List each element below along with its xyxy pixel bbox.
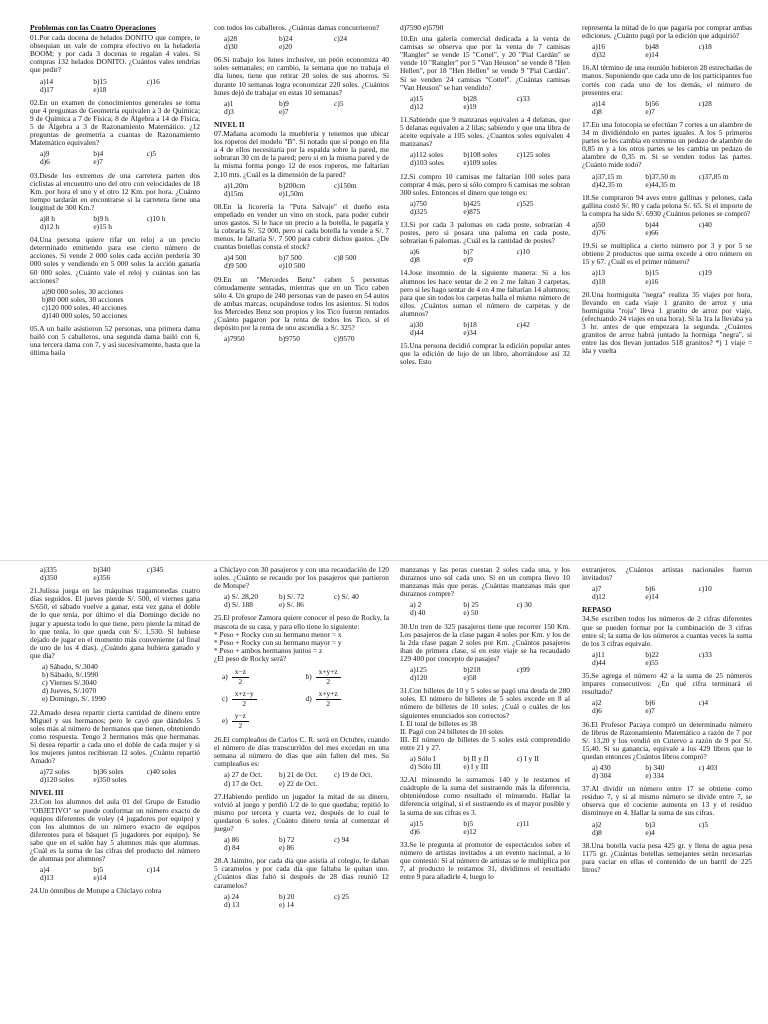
answer-option: c)16 — [146, 76, 160, 86]
problem-text: 03.Desde los extremos de una carretera parten dos ciclistas al encuentro uno del otro con velocidades de 18 Km. por hora el uno y el otro 12 Km. por hora. ¿Cuánto tiempo tardarán en encontrarse si la carretera tiene una longitud de 300 Km.? — [30, 170, 200, 212]
fraction — [316, 668, 341, 685]
answer-option: d)13 — [40, 873, 54, 883]
problem-text: 22.Amado desea repartir cierta cantidad de dinero entre Miguel y sus hermanos; pero le cayó que dándoles 5 soles más al número de hermanos que tienen, obteniendo como respuesta. Tengo 2 hermanos más que hermanas. Si desea repartir a cada uno el doble de cada mujer y si los mujeres juntos recibieran 12 soles. ¿Cuánto repartió Amado? — [30, 707, 200, 766]
answer-option: b)80 000 soles, 30 acciones — [42, 294, 124, 304]
answer-option: d)12 — [410, 101, 424, 111]
fraction-option — [222, 710, 306, 732]
answer-option: a)7950 — [224, 334, 245, 344]
answer-option: d) Jueves, S/.1070 — [42, 686, 97, 696]
answer-option: b)56 — [645, 98, 659, 108]
answer-options — [214, 771, 389, 787]
answer-option: c) 403 — [698, 762, 718, 772]
answer-option: c) 30 — [516, 600, 532, 610]
column-1-top — [30, 24, 200, 360]
denominator: 2 — [238, 676, 243, 686]
fraction — [232, 668, 249, 685]
answer-option: d)6 — [40, 157, 50, 167]
answer-option: a)14 — [40, 76, 54, 86]
problem-text: d)7590 e)5790 — [400, 23, 444, 32]
answer-option: c)125 soles — [516, 150, 551, 160]
answer-option: a) Sábado, S/.3040 — [42, 662, 98, 672]
answer-option: c)14 — [146, 865, 160, 875]
problem-text: 05.A un baile asistieron 52 personas, una primera dama bailó con 5 caballeros, una segunda dama bailó con 6, una tercera dama con 7, y así sucesivamente, hasta que la última baila — [30, 324, 200, 358]
answer-option: b)28 — [463, 93, 477, 103]
problem-text: 27.Habiendo perdido un jugador la mitad de su dinero, volvió al juego y perdió 1/2 de lo que quedaba; repitió lo mismo por tercera y cuarta vez, después de lo cual le quedaron 6 soles. ¿Cuánto dinero tenía al comenzar el juego? — [214, 791, 389, 833]
problem-text: 08.En la licorería la "Pura Salvaje" el dueño esta empeñado en vender un vino en stock, para poder cubrir unos gastos. Si le hace un precio a la botella, le pagaría y la cobraría S/. 52 000, pero si cada botella la vende a S/. 7 menos, le faltaría S/. 7 500 para cubrir dichos gastos. ¿De cuantas botellas consta el stock? — [214, 201, 389, 252]
answer-option: e) 334 — [645, 771, 665, 781]
answer-option: e)34 — [463, 328, 477, 338]
answer-option: d)6 — [410, 826, 420, 836]
answer-option: e)66 — [645, 228, 659, 238]
numerator: x+z−y — [232, 690, 257, 699]
answer-option: e) 86 — [279, 843, 294, 853]
answer-option: b)24 — [279, 34, 293, 44]
answer-option: e)7 — [93, 157, 103, 167]
answer-options — [30, 663, 200, 703]
numerator: x−z — [232, 668, 249, 677]
answer-option: a)11 — [592, 649, 605, 659]
answer-option: c) 25 — [334, 891, 349, 901]
answer-option: e)19 — [463, 101, 477, 111]
answer-options — [30, 768, 200, 784]
answer-option: b) 21 de Oct. — [279, 770, 318, 780]
answer-option: d)44 — [410, 328, 424, 338]
answer-option: a) 24 — [224, 891, 239, 901]
problem-text: 11.Sabiendo que 9 manzanas equivalen a 4 delanas, que 5 delanas equivalen a 2 lilas; sabiendo y que una libra de aceite equivale a 105 soles. ¿Cuantos soles equivalen 4 manzanas? — [400, 114, 570, 149]
answer-options — [400, 666, 570, 682]
answer-option: e)350 soles — [93, 775, 127, 785]
answer-option: c)33 — [698, 649, 712, 659]
answer-option: d)103 soles — [410, 158, 444, 168]
problem-text: 01.Por cada docena de helados DONITO que compre, te obsequian un vale de compra efectivo en la heladería BOOM; y por cada 3 docenas te regalan 4 vales. Si compras 132 helados DONITO. ¿Cuántos vales tendrías que pedir? — [30, 33, 200, 75]
problem-text: 34.Se escriben todos los números de 2 cifras diferentes que se pueden formar por la combinación de 3 cifras entre sí; la suma de los números a cuantas veces la suma de los 3 cifras equivale. — [582, 614, 752, 648]
column-1-bottom — [30, 566, 200, 898]
problem-text: 24.Un ómnibus de Motupe a Chiclayo cobra — [30, 886, 162, 896]
answer-options — [214, 836, 389, 852]
answer-option: a)1,20m — [224, 180, 249, 190]
answer-option: c)18 — [698, 42, 712, 52]
answer-option: b)36 soles — [93, 767, 124, 777]
answer-option: d)8 — [592, 106, 602, 116]
answer-option: e)356 — [93, 573, 111, 583]
problem-text: 14.Jose insomnio de la siguiente manera: Si a los alumnos les hace sentar de 2 en 2 me faltan 3 carpetas, pero si les hago sentar de 4 en 4 me faltarían 14 alumnos; para que sin todos los carpetas halla el mismo número de ellos. ¿Cuántos suman el número de carpetas y de alumnos? — [400, 268, 570, 318]
problem-text: 17.En una fotocopia se efectúan 7 cortes a un alambre de 34 m dividiéndolo en partes iguales. A los 5 primeros partes se les cambia en extremo un pedazo de alambre de 0,85 m y a los otros partes se les cambia un pedazo de alambre de 0,35 m. Si se venden todos las partes. ¿Cuánto mide todo? — [582, 119, 752, 170]
problem-text: 21.Julissa juega en las máquinas tragamonedas cuatro días seguidos. El jueves pierde S/. 500, el viernes gana S/650, el sábado vuelve a ganar, esta vez gana el doble de lo que tenía, por último el día Domingo decide no jugar y apuesta todo lo que tiene, pero pierde la mitad de lo que tenía, lo que queda con S/. 1,530. Si hubiese dejado de jugar en el momento más conveniente (al final de uno de los 4 días). ¿Cuándo gana hubiera ganado y que día? — [30, 586, 200, 660]
answer-options — [214, 100, 389, 116]
answer-option: d)120 soles — [40, 775, 74, 785]
answer-option: d)12 — [592, 592, 606, 602]
answer-option: d)17 — [40, 84, 54, 94]
problem-text: extranjeros. ¿Cuántos artistas nacionales fueron invitados? — [582, 565, 752, 583]
answer-options — [400, 820, 570, 836]
answer-option: d)18 — [592, 276, 606, 286]
problem-text: 36.El Profesor Pacaya compró un determinado número de libros de Razonamiento Matemático a razón de 7 por S/. 13,20 y los vendió en Cutervo a razón de 9 por S/. 15,40. Si su ganancia, equivale a los 429 libros que le quedan entonces ¿Cuántos libros compró? — [582, 719, 752, 761]
problem-text: 07.Mañana acomodo la muebleria y tenemos que ubicar los roperos del modelo "B". Si notado que si pongo en fila a 4 de ellos necesitaría por la espalda sobre la pared, me sobraran 30 cm de la pared; pero si en la misma pared y de la misma forma pongo 12 de esos roperos, me faltarían 2,10 mts. ¿Cuál es la dimensión de la pared? — [214, 129, 389, 179]
answer-options — [582, 821, 752, 837]
answer-option: e)55 — [645, 657, 659, 667]
answer-option: d) Sólo III — [410, 762, 441, 772]
answer-option: c)11 — [516, 818, 530, 828]
answer-options — [582, 221, 752, 237]
answer-option: a)7 — [592, 584, 602, 594]
answer-options — [400, 248, 570, 264]
answer-option: c)28 — [698, 98, 712, 108]
answer-option: b)6 — [645, 698, 656, 708]
answer-option: b)7 500 — [279, 253, 302, 263]
answer-option: b)9 h — [93, 213, 109, 223]
answer-option: b) Sábado, S/.1990 — [42, 670, 99, 680]
answer-option: e)16 — [645, 276, 659, 286]
problem-text: 09.En un "Mercedes Benz" caben 5 personas cómodamente sentadas, mientras que en un Tico caben sólo 4. Un grupo de 240 personas van de paseo en 54 autos de ambas marcas, ocupándose todos los asientos. Si todos los Mercedes Benz son propios y los Tico fueron rentados ¿Cuánto pagaron por la renta de todos los Tico, si el depósito por la renta de uno ascendía a S/. 325? — [214, 274, 389, 333]
answer-option: b)22 — [645, 649, 659, 659]
answer-option: b) 340 — [645, 762, 665, 772]
answer-option: c)42 — [516, 320, 530, 329]
answer-option: a)2 — [592, 698, 602, 708]
answer-options — [214, 254, 389, 270]
answer-option: d) 40 — [410, 608, 426, 618]
problem-text: 25.El profesor Zamora quiere conocer el peso de Rocky, la mascota de su casa, y para ello tiene lo siguiente: * Peso + Rocky con su hermano menor = x * Peso + Rocky con su hermano mayor = y * Peso + ambos hermanos juntos = z ¿El peso de Rocky será? — [214, 613, 389, 663]
problem-text: representa la mitad de lo que pagaría por comprar ambas ediciones. ¿Cuánto pagó por la edición que adquirió? — [582, 23, 752, 41]
answer-options — [582, 651, 752, 667]
answer-options — [582, 764, 752, 780]
answer-option: b)5 — [93, 865, 104, 875]
answer-option: b)7 — [463, 247, 474, 257]
fraction — [232, 712, 249, 729]
answer-option: e) 14 — [279, 899, 294, 909]
answer-option: a) 430 — [592, 762, 611, 772]
answer-options — [400, 95, 570, 111]
column-3-top — [400, 24, 570, 369]
answer-option: e) I y III — [463, 762, 489, 772]
answer-options — [400, 151, 570, 167]
answer-option: e)10 500 — [279, 261, 306, 271]
problem-text: manzanas y las peras cuestan 2 soles cada una, y los duraznos uno sol cada uno. Si en un compra llevo 10 manzanas más que peras. ¿Cuántas manzanas más que duraznos compre? — [400, 565, 570, 599]
answer-option: c) I y II — [516, 753, 540, 763]
problem-text: 30.Un tren de 325 pasajeros tiene que recorrer 150 Km. Los pasajeros de la clase pagan 4 soles por Km. y los de la 2da clase pagan 2 soles por Km. ¿Cuántos pasajeros iban de primera clase, si en este viaje se ha recaudado 129 400 por concepto de pasajes? — [400, 621, 570, 663]
answer-option: d)8 — [410, 255, 420, 265]
answer-option: e)1,50m — [279, 188, 304, 198]
answer-option: d) 84 — [224, 843, 240, 853]
problem-text: 18.Se compraron 94 aves entre gallinas y pelones, cada gallina costó S/. 80 y cada pelona S/. 65. Si el importe de la compra ha sido S/. 6930 ¿Cuántos pelones se compró? — [582, 192, 752, 218]
fraction — [316, 690, 341, 707]
answer-option: b)108 soles — [463, 150, 498, 160]
denominator: 2 — [326, 676, 331, 686]
answer-options — [582, 100, 752, 116]
problem-text: 32.Al minuendo le sumamos 140 y le restamos el cuádruple de la suma del sustraendo más la diferencia, obteniéndose como resultado el minuendo. Hallar la diferencia original, si el sustraendo es el mayor posible y la suma de sus cifras es 3. — [400, 775, 570, 817]
fraction — [232, 690, 257, 707]
answer-option: a) Sólo I — [410, 753, 436, 763]
column-2-top — [214, 24, 389, 348]
problem-text: con todos los caballeros. ¿Cuántas damas concurrieron? — [214, 23, 380, 32]
numerator: x+y+z — [316, 668, 341, 677]
answer-option: c)10 — [516, 247, 530, 257]
answer-option: a)72 soles — [40, 767, 70, 777]
answer-option: b)37,50 m — [645, 171, 676, 181]
answer-option: e)4 — [645, 827, 655, 837]
column-2-bottom — [214, 566, 389, 914]
answer-option: d)44 — [592, 657, 606, 667]
option-letter: c) — [222, 693, 228, 703]
answer-option: c)5 — [146, 149, 157, 159]
problem-text: 26.El cumpleaños de Carlos C. R. será en Octubre, cuando el número de días transcurridos del mes excedan en una semana al número de días que aún falten del mes. Su cumpleaños es: — [214, 735, 389, 769]
answer-option: e)7 — [645, 106, 655, 116]
option-letter: b) — [305, 671, 312, 681]
answer-option: c)345 — [146, 565, 164, 574]
answer-option: d)30 — [224, 42, 238, 52]
answer-option: a)16 — [592, 42, 606, 52]
answer-option: e) 22 de Oct. — [279, 778, 318, 788]
answer-option: c)5 — [698, 819, 709, 829]
answer-option: b)15 — [93, 76, 107, 86]
answer-option: d)32 — [592, 50, 606, 60]
answer-option: e) 50 — [463, 608, 479, 618]
problem-text: 28.A Jaimito, por cada día que asistía al colegio, le daban 5 caramelos y por cada día que faltaba le quitan uno. ¿Cuántos días faltó si después de 28 días reunió 12 caramelos? — [214, 856, 389, 890]
answer-option: a)1 — [224, 98, 234, 108]
problem-text: 02.En un examen de conocimientos generales se toma que 4 preguntas de Geometría equivalen a 3 de Química; 9 de Química a 7 de Física; 8 de Álgebra a 14 de Física, 5 de Álgebra a 3 de Razonamiento Matemático. ¿12 preguntas de geometría a cuantas de Razonamiento Matemático equivalen? — [30, 97, 200, 148]
answer-option: c) S/. 40 — [334, 592, 359, 602]
answer-option: b)5 — [463, 818, 474, 828]
problem-text: 35.Se agrega el número 42 a la suma de 25 números impares consecutivos: ¿En qué cifra terminará el resultado? — [582, 671, 752, 697]
denominator: 2 — [242, 698, 247, 708]
answer-option: a)112 soles — [410, 150, 444, 160]
answer-option: b)18 — [463, 320, 477, 329]
answer-options — [582, 585, 752, 601]
answer-option: e)7 — [645, 706, 655, 716]
answer-option: a) 27 de Oct. — [224, 770, 263, 780]
answer-option: b) 25 — [463, 600, 479, 610]
answer-option: c)10 h — [146, 213, 166, 223]
answer-option: b)340 — [93, 565, 111, 574]
problems-c1top — [30, 34, 200, 357]
answer-option: e) Domingo, S/. 1990 — [42, 694, 106, 704]
answer-option: a)4 — [40, 865, 50, 875]
answer-option: d)6 — [592, 706, 602, 716]
problem-text: 12.Si compro 10 camisas me faltarían 100 soles para comprar 4 más, pero si sólo compro 6 camisas me sobran 300 soles. Entonces el dinero que tengo es: — [400, 171, 570, 197]
answer-option: a)125 — [410, 665, 427, 675]
problem-text: 19.Si se multiplica a cierto número por 3 y por 5 se obtiene 2 productos que suma excede a otro número en 15 y 67. ¿Cuál es el primer número? — [582, 241, 752, 267]
answer-options — [400, 755, 570, 771]
answer-option: c)4 — [698, 698, 709, 708]
problem-text: 20.Una hormiguita "negra" realiza 35 viajes por hora, llevando en cada viaje 1 granito de arroz y una hormiguita "roja" lleva 1 granito de arroz por viaje, (efectuando 24 viajes en una hora). Si la 1ra la llevaba ya 3 hr. antes de que empezara la segunda. ¿Cuántos granitos de arroz habrá juntado la hormiga "negra", si entre las dos llevan juntados 518 granitos? *) 1 viaje = ida y vuelta — [582, 289, 752, 356]
answer-option: a)13 — [592, 268, 606, 278]
answer-option: e)44,35 m — [645, 179, 676, 189]
answer-options — [30, 215, 200, 231]
answer-option: b)44 — [645, 219, 659, 229]
problem-text: 31.Con billetes de 10 y 5 soles se pagó una deuda de 280 soles. El número de billetes de 5 soles excede en 8 al número de billetes de 10 soles. ¿Cuál o cuáles de los siguientes enunciados son correctos? I. El total de billetes es 38 II. Pagó con 24 billetes de 10 soles III. El número de billetes de 5 soles está comprendido entre 21 y 27. — [400, 686, 570, 752]
answer-option: c)525 — [516, 198, 534, 208]
column-3-bottom — [400, 566, 570, 884]
answer-option: e)18 — [93, 84, 107, 94]
answer-option: d) 13 — [224, 899, 240, 909]
answer-option: c) 19 de Oct. — [334, 770, 373, 780]
answer-option: b)218 — [463, 665, 481, 675]
answer-option: d)140 000 soles, 50 acciones — [42, 311, 128, 320]
answer-option: e)7 — [279, 106, 289, 116]
answer-option: a)90 000 soles, 30 acciones — [42, 286, 124, 296]
answer-option: b)9 — [279, 98, 289, 108]
answer-option: c)40 — [698, 219, 712, 229]
answer-option: c)120 000 soles, 40 acciones — [42, 302, 127, 312]
column-4-bottom — [582, 566, 752, 877]
answer-option: e)20 — [279, 42, 293, 52]
problem-text: 13.Si por cada 3 palomas en cada poste, sobrarían 4 postes, pero si posara una paloma en cada poste, sobrarían 6 palomas. ¿Cuál es la cantidad de postes? — [400, 219, 570, 246]
answer-options — [214, 335, 389, 343]
answer-option: b) 72 — [279, 835, 295, 845]
problem-text: 37.Al dividir un número entre 17 se obtiene como residuo 7, y si al mismo número se divide entre 7, se observa que el cociente aumenta en 13 y el residuo disminuye en 4. Hallar la suma de sus cifras. — [582, 784, 752, 818]
problem-text: 23.Con los alumnos del aula 01 del Grupo de Estudio "OBJETIVO" se puede conformar un número exacto de equipos diferentes de voley (4 jugadores por equipo) y con los alumnos de un número exacto de equipos diferentes para el básquet (5 jugadores por equipo). Se sabe que en el salón hay 5 alumnos más que alumnas. ¿Cuál es la suma de las cifras del producto del número de alumnas por alumnos? — [30, 797, 200, 864]
answer-option: e)58 — [463, 673, 477, 683]
answer-options — [582, 699, 752, 715]
answer-option: c)9570 — [334, 334, 355, 344]
answer-option: d)12 h — [40, 222, 60, 232]
problem-text: 33.Se le pregunta al promotor de espectáculos sobre el número de artistas invitados a un evento nacional, a lo que contestó: Si al número de artistas se le multiplica por 7, al producto le restamos 31, dividimos el resultado entre 9 para añadirle 4, luego lo — [400, 839, 570, 882]
answer-option: a)37,15 m — [592, 171, 622, 181]
answer-options — [400, 200, 570, 216]
column-4-top — [582, 24, 752, 358]
answer-option: c)10 — [698, 584, 712, 594]
page-divider — [0, 560, 768, 561]
answer-option: d) 304 — [592, 771, 612, 781]
answer-option: a) S/. 28,20 — [224, 592, 259, 602]
fraction-option — [306, 666, 390, 688]
problem-text: 10.En una galería comercial dedicada a la venta de camisas se observa que por la venta de 7 camisas "Rangler" se vende 15 "Cottel", y 20 "Pial Cardán" se vende 10 "Rangler" por 5 "Van Heuson" se vende 8 "Hen Hellen", por 18 "Hen Hellen" se vende 9 "Pial Cardán". Si se venden 24 camisas "Cottel". ¿Cuántas camisas "Van Heuson" se han vendido? — [400, 34, 570, 92]
problem-text: 06.Si trabajo los lunes inclusive, un peón economiza 40 soles semanales; en cambio, la semana que no trabaja el día lunes, tiene que retirar 20 soles de sus ahorros. Si durante 10 semanas logra economizar 220 soles. ¿Cuántos lunes dejó de trabajar en estas 10 semanas? — [214, 55, 389, 97]
answer-option: a)750 — [410, 198, 427, 208]
answer-option: d)15m — [224, 188, 244, 198]
answer-options — [582, 269, 752, 285]
denominator: 2 — [326, 698, 331, 708]
answer-option: b)425 — [463, 198, 481, 208]
answer-option: c)5 — [334, 98, 344, 108]
answer-option: a)9 — [40, 149, 50, 159]
answer-option: a)6 — [410, 247, 420, 257]
answer-option: b)6 — [645, 584, 656, 594]
answer-option: b)200cm — [279, 180, 306, 190]
option-letter: a) — [222, 671, 228, 681]
answer-option: a)335 — [40, 565, 57, 574]
answer-option: d)42,35 m — [592, 179, 623, 189]
problem-text: 04.Una persona quiere rifar un reloj a un precio determinado emitiendo para ese cierto número de acciones. Si vende 2 000 soles cada acción perdería 30 000 soles y vendiendo en 5 000 soles la acción ganaría 60 000 soles. ¿Cuánto vale el reloj y cuántas son las acciones? — [30, 235, 200, 285]
answer-option: b) 20 — [279, 891, 295, 901]
answer-option: b)48 — [645, 42, 659, 52]
fraction-option — [222, 666, 306, 688]
answer-options — [214, 35, 389, 51]
answer-option: c)24 — [334, 34, 348, 44]
section-heading: NIVEL II — [214, 119, 245, 129]
answer-option: a)50 — [592, 219, 606, 229]
answer-option: d)9 500 — [224, 261, 247, 271]
answer-option: e) S/. 86 — [279, 600, 304, 610]
answer-option: a)4 500 — [224, 253, 247, 263]
answer-options — [30, 288, 200, 320]
answer-options-fractions — [214, 666, 389, 732]
section-heading: REPASO — [582, 605, 612, 615]
answer-option: a)2 — [592, 819, 602, 829]
answer-option: a) 2 — [410, 600, 422, 610]
answer-options — [30, 150, 200, 166]
answer-option: e)14 — [645, 50, 659, 60]
answer-option: d)325 — [410, 206, 428, 216]
page-title: Problemas con las Cuatro Operaciones — [30, 23, 156, 32]
answer-option: e)14 — [645, 592, 659, 602]
answer-option: c)150m — [334, 180, 357, 190]
answer-option: c) 94 — [334, 835, 349, 845]
answer-options — [582, 173, 752, 189]
numerator: y−z — [232, 712, 249, 721]
answer-option: b) II y II — [463, 753, 489, 763]
answer-option: e)14 — [93, 873, 107, 883]
answer-options — [214, 593, 389, 609]
answer-option: c)33 — [516, 93, 530, 103]
section-heading: NIVEL III — [30, 788, 64, 798]
answer-options — [582, 43, 752, 59]
answer-option: a)8 h — [40, 213, 55, 223]
answer-option: b)15 — [645, 268, 659, 278]
answer-option: c)8 500 — [334, 253, 357, 263]
answer-option: d)120 — [410, 673, 428, 683]
option-letter: e) — [222, 715, 228, 725]
answer-options — [214, 893, 389, 909]
answer-options — [30, 566, 200, 582]
problem-text: 15.Una persona decidió comprar la edición popular antes que la edición de lujo de un libro, ahorrándose así 32 soles. Esto — [400, 341, 570, 367]
answer-option: b) S/. 72 — [279, 592, 305, 602]
problem-text: 38.Una botella vacía pesa 425 gr. y llena de agua pesa 1175 gr. ¿Cuántas botellas semejantes serán necesarias para vaciar en ellas el contenido de un barril de 225 litros? — [582, 840, 752, 874]
answer-option: b)9750 — [279, 334, 300, 344]
answer-options — [400, 321, 570, 337]
answer-option: c)99 — [516, 665, 530, 675]
answer-option: e)9 — [463, 255, 473, 265]
answer-option: c)40 soles — [146, 767, 177, 777]
answer-option: b)4 — [93, 149, 104, 159]
problem-text: a Chiclayo con 30 pasajeros y con una recaudación de 120 soles. ¿Cuánto se recaudo por los pasajeros que partieron de Motupe? — [214, 565, 389, 591]
answer-option: a)15 — [410, 818, 424, 828]
answer-option: d) 17 de Oct. — [224, 778, 263, 788]
denominator: 2 — [238, 720, 243, 730]
answer-option: d)3 — [224, 106, 234, 116]
answer-option: d)8 — [592, 827, 602, 837]
answer-option: a)30 — [410, 320, 424, 329]
answer-option: c)19 — [698, 268, 712, 278]
answer-option: c)37,85 m — [698, 171, 729, 181]
answer-options — [30, 78, 200, 94]
problem-text: 16.Al término de una reunión hubieron 28 estrechadas de manos. Suponiendo que cada uno de los participantes fue cortés con cada uno de los demás, el número de presentes era: — [582, 63, 752, 97]
answer-option: a)15 — [410, 93, 424, 103]
fraction-option — [222, 688, 306, 710]
fraction-option — [306, 688, 390, 710]
answer-option: b)3 — [645, 819, 656, 829]
answer-option: c) Viernes S/.3040 — [42, 678, 97, 688]
answer-option: e)15 h — [93, 222, 113, 232]
answer-option: e)875 — [463, 206, 481, 216]
answer-option: a) 86 — [224, 835, 239, 845]
option-letter: d) — [305, 693, 312, 703]
answer-option: a)14 — [592, 98, 606, 108]
answer-option: d)350 — [40, 573, 58, 583]
answer-options — [400, 601, 570, 617]
answer-option: a)28 — [224, 34, 238, 44]
answer-option: e)12 — [463, 826, 477, 836]
numerator: x+y+z — [316, 690, 341, 699]
answer-options — [214, 182, 389, 198]
answer-option: e)109 soles — [463, 158, 497, 168]
answer-option: d)76 — [592, 228, 606, 238]
answer-option: d) S/. 188 — [224, 600, 253, 610]
answer-options — [30, 866, 200, 882]
